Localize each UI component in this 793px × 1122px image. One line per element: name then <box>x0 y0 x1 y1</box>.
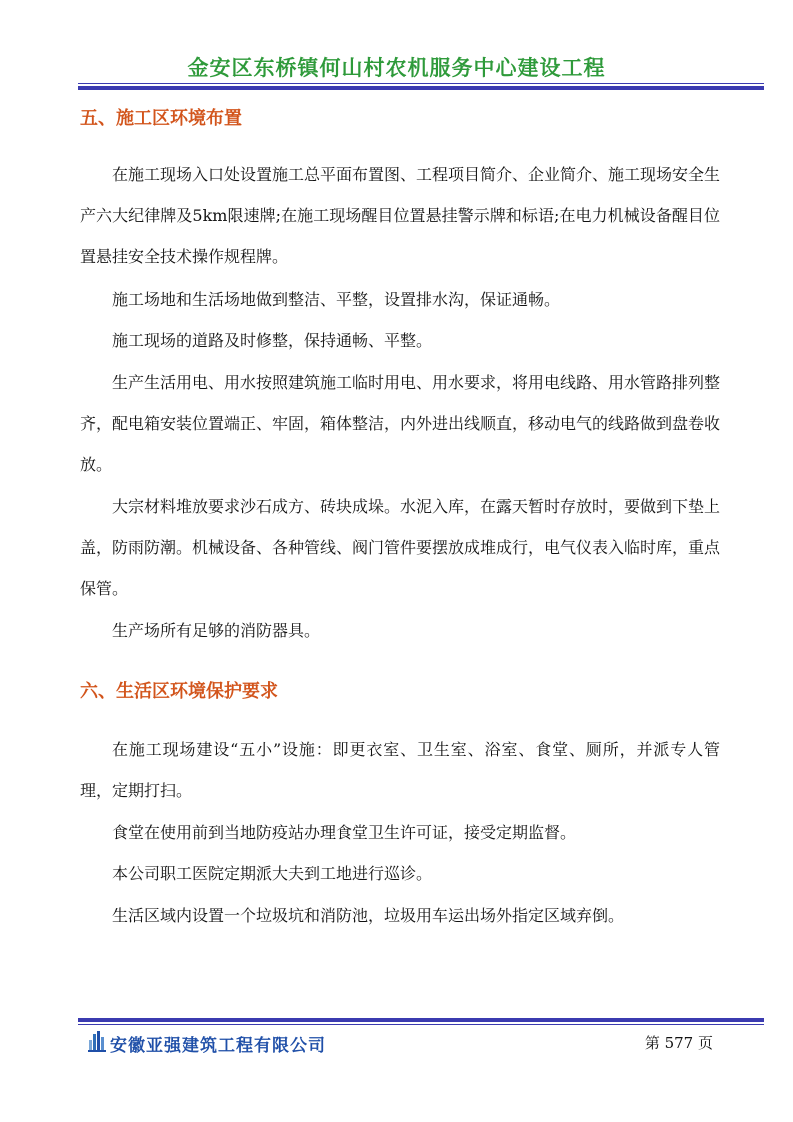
paragraph: 在施工现场入口处设置施工总平面布置图、工程项目简介、企业简介、施工现场安全生产六大纪律牌及5km限速牌;在施工现场醒目位置悬挂警示牌和标语;在电力机械设备醒目位置悬挂安全技术操作规程牌。 <box>80 165 721 266</box>
header-rule-thin <box>78 83 764 84</box>
section-heading: 六、生活区环境保护要求 <box>80 681 278 702</box>
paragraph: 施工现场的道路及时修整，保持通畅、平整。 <box>112 331 433 350</box>
paragraph: 食堂在使用前到当地防疫站办理食堂卫生许可证，接受定期监督。 <box>112 823 577 842</box>
paragraph: 生活区域内设置一个垃圾坑和消防池，垃圾用车运出场外指定区域弃倒。 <box>112 906 625 925</box>
header-rule-thick <box>78 86 764 90</box>
footer-rule-thick <box>78 1018 764 1022</box>
paragraph: 生产生活用电、用水按照建筑施工临时用电、用水要求，将用电线路、用水管路排列整齐，配电箱安装位置端正、牢固，箱体整洁，内外进出线顺直，移动电气的线路做到盘卷收放。 <box>80 373 721 474</box>
footer-company-name: 安徽亚强建筑工程有限公司 <box>110 1036 326 1056</box>
footer-rule-thin <box>78 1024 764 1025</box>
section-heading: 五、施工区环境布置 <box>80 108 242 129</box>
paragraph: 大宗材料堆放要求沙石成方、砖块成垛。水泥入库，在露天暂时存放时，要做到下垫上盖，防雨防潮。机械设备、各种管线、阀门管件要摆放成堆成行，电气仪表入临时库，重点保管。 <box>80 497 721 598</box>
paragraph: 本公司职工医院定期派大夫到工地进行巡诊。 <box>112 864 433 883</box>
building-logo-icon <box>88 1030 106 1052</box>
paragraph: 施工场地和生活场地做到整洁、平整，设置排水沟，保证通畅。 <box>112 290 561 309</box>
page-header-title: 金安区东桥镇何山村农机服务中心建设工程 <box>187 56 606 80</box>
page-number: 第 577 页 <box>644 1034 713 1052</box>
paragraph: 在施工现场建设“五小”设施：即更衣室、卫生室、浴室、食堂、厕所，并派专人管理，定期打扫。 <box>80 740 720 800</box>
paragraph: 生产场所有足够的消防器具。 <box>112 621 321 640</box>
